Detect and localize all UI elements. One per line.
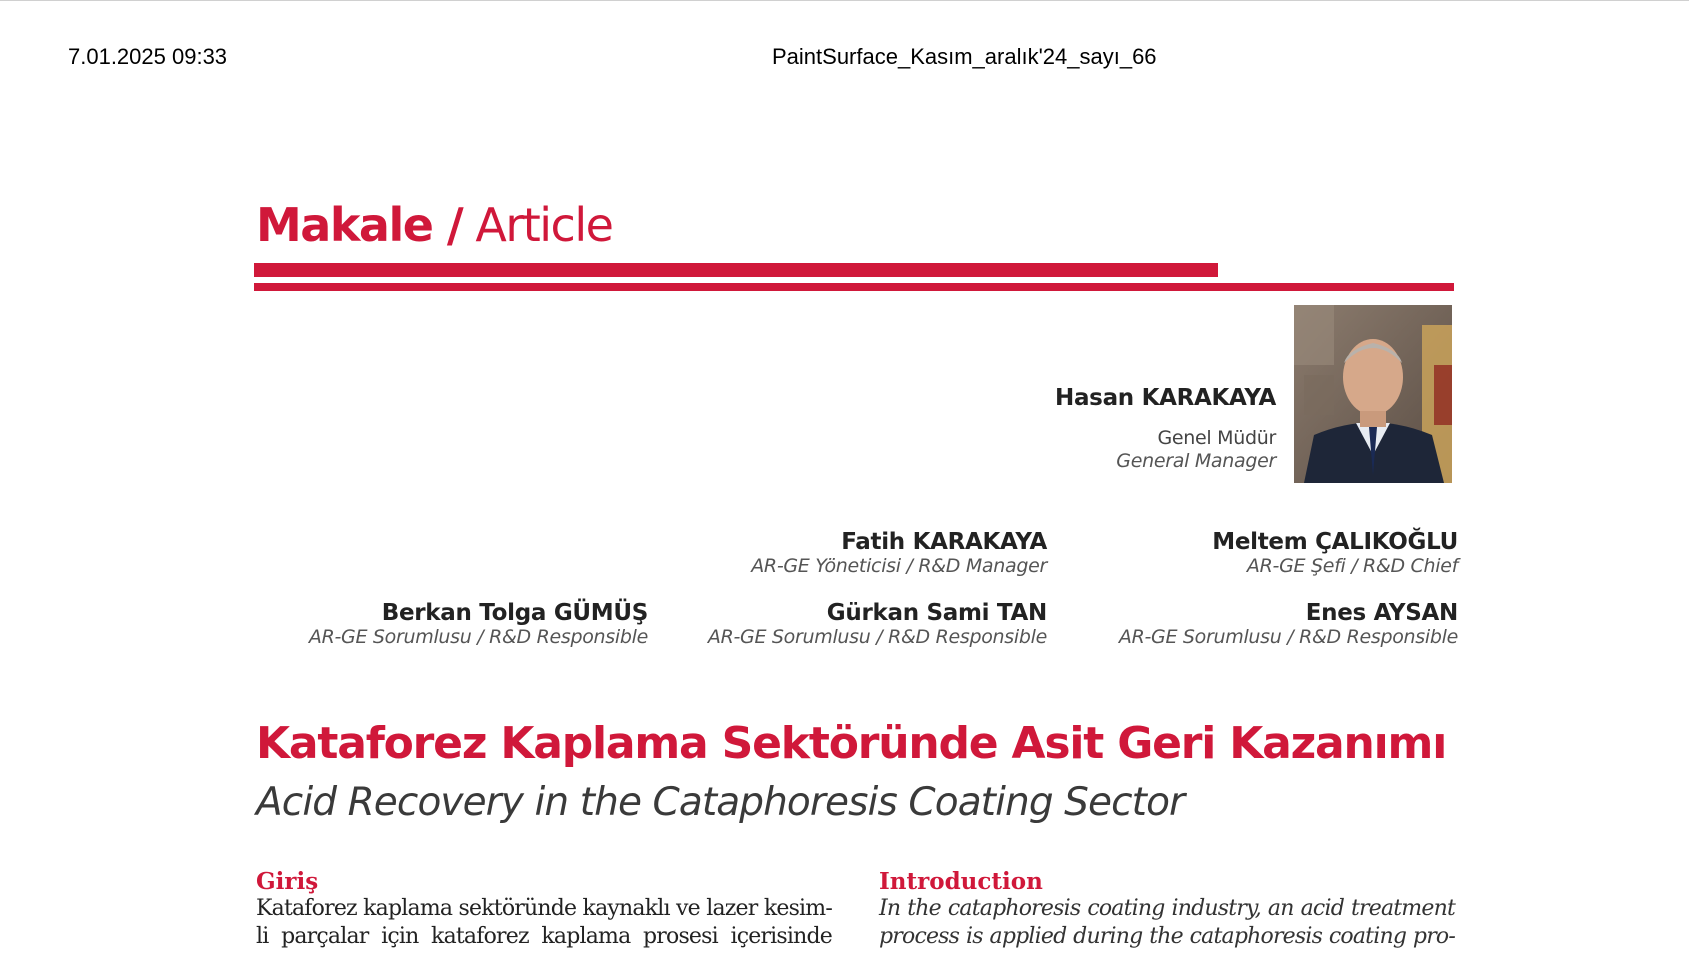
author-card bbox=[708, 600, 1047, 648]
print-datetime: 7.01.2025 09:33 bbox=[68, 44, 228, 69]
author-role: AR-GE Sorumlusu / R&D Responsible bbox=[1118, 626, 1458, 648]
author-card bbox=[1119, 600, 1458, 648]
author-name: Meltem ÇALIKOĞLU bbox=[1212, 529, 1458, 555]
print-document-title: PaintSurface_Kasım_aralık'24_sayı_66 bbox=[772, 44, 1157, 69]
author-card bbox=[751, 529, 1047, 577]
author-card bbox=[1212, 529, 1458, 577]
lead-author-name: Hasan KARAKAYA bbox=[1055, 385, 1276, 411]
portrait-image bbox=[1294, 305, 1452, 483]
lead-author-role-en: General Manager bbox=[1116, 450, 1276, 472]
section-label bbox=[256, 198, 612, 252]
body-line: In the cataphoresis coating industry, an acid treatment bbox=[879, 896, 1455, 921]
author-name: Fatih KARAKAYA bbox=[841, 529, 1047, 555]
author-name: Gürkan Sami TAN bbox=[826, 600, 1047, 626]
left-column-heading: Giriş bbox=[256, 868, 319, 895]
body-line: process is applied during the cataphoresis coating pro- bbox=[879, 924, 1455, 949]
author-role: AR-GE Şefi / R&D Chief bbox=[1246, 555, 1458, 577]
article-title-tr: Kataforez Kaplama Sektöründe Asit Geri Kazanımı bbox=[256, 718, 1447, 769]
header-rule-thick bbox=[254, 263, 1218, 277]
body-line: Kataforez kaplama sektöründe kaynaklı ve lazer kesim- bbox=[256, 896, 832, 921]
article-title-en: Acid Recovery in the Cataphoresis Coating Sector bbox=[256, 780, 1185, 825]
author-name: Berkan Tolga GÜMÜŞ bbox=[381, 600, 648, 626]
author-role: AR-GE Sorumlusu / R&D Responsible bbox=[707, 626, 1047, 648]
header-rule-thin bbox=[254, 283, 1454, 291]
section-label-tr: Makale / bbox=[256, 198, 463, 252]
lead-author-role-tr: Genel Müdür bbox=[1157, 427, 1276, 449]
right-column-heading: Introduction bbox=[879, 868, 1043, 895]
author-card bbox=[309, 600, 648, 648]
body-line: li parçalar için kataforez kaplama prosesi içerisinde bbox=[256, 924, 832, 949]
author-role: AR-GE Yöneticisi / R&D Manager bbox=[751, 555, 1047, 577]
lead-author bbox=[1055, 385, 1276, 472]
section-label-en: Article bbox=[462, 198, 613, 252]
right-column-body bbox=[879, 895, 1455, 951]
left-column-body bbox=[256, 895, 832, 951]
author-name: Enes AYSAN bbox=[1305, 600, 1458, 626]
author-role: AR-GE Sorumlusu / R&D Responsible bbox=[308, 626, 648, 648]
author-photo bbox=[1294, 305, 1452, 483]
